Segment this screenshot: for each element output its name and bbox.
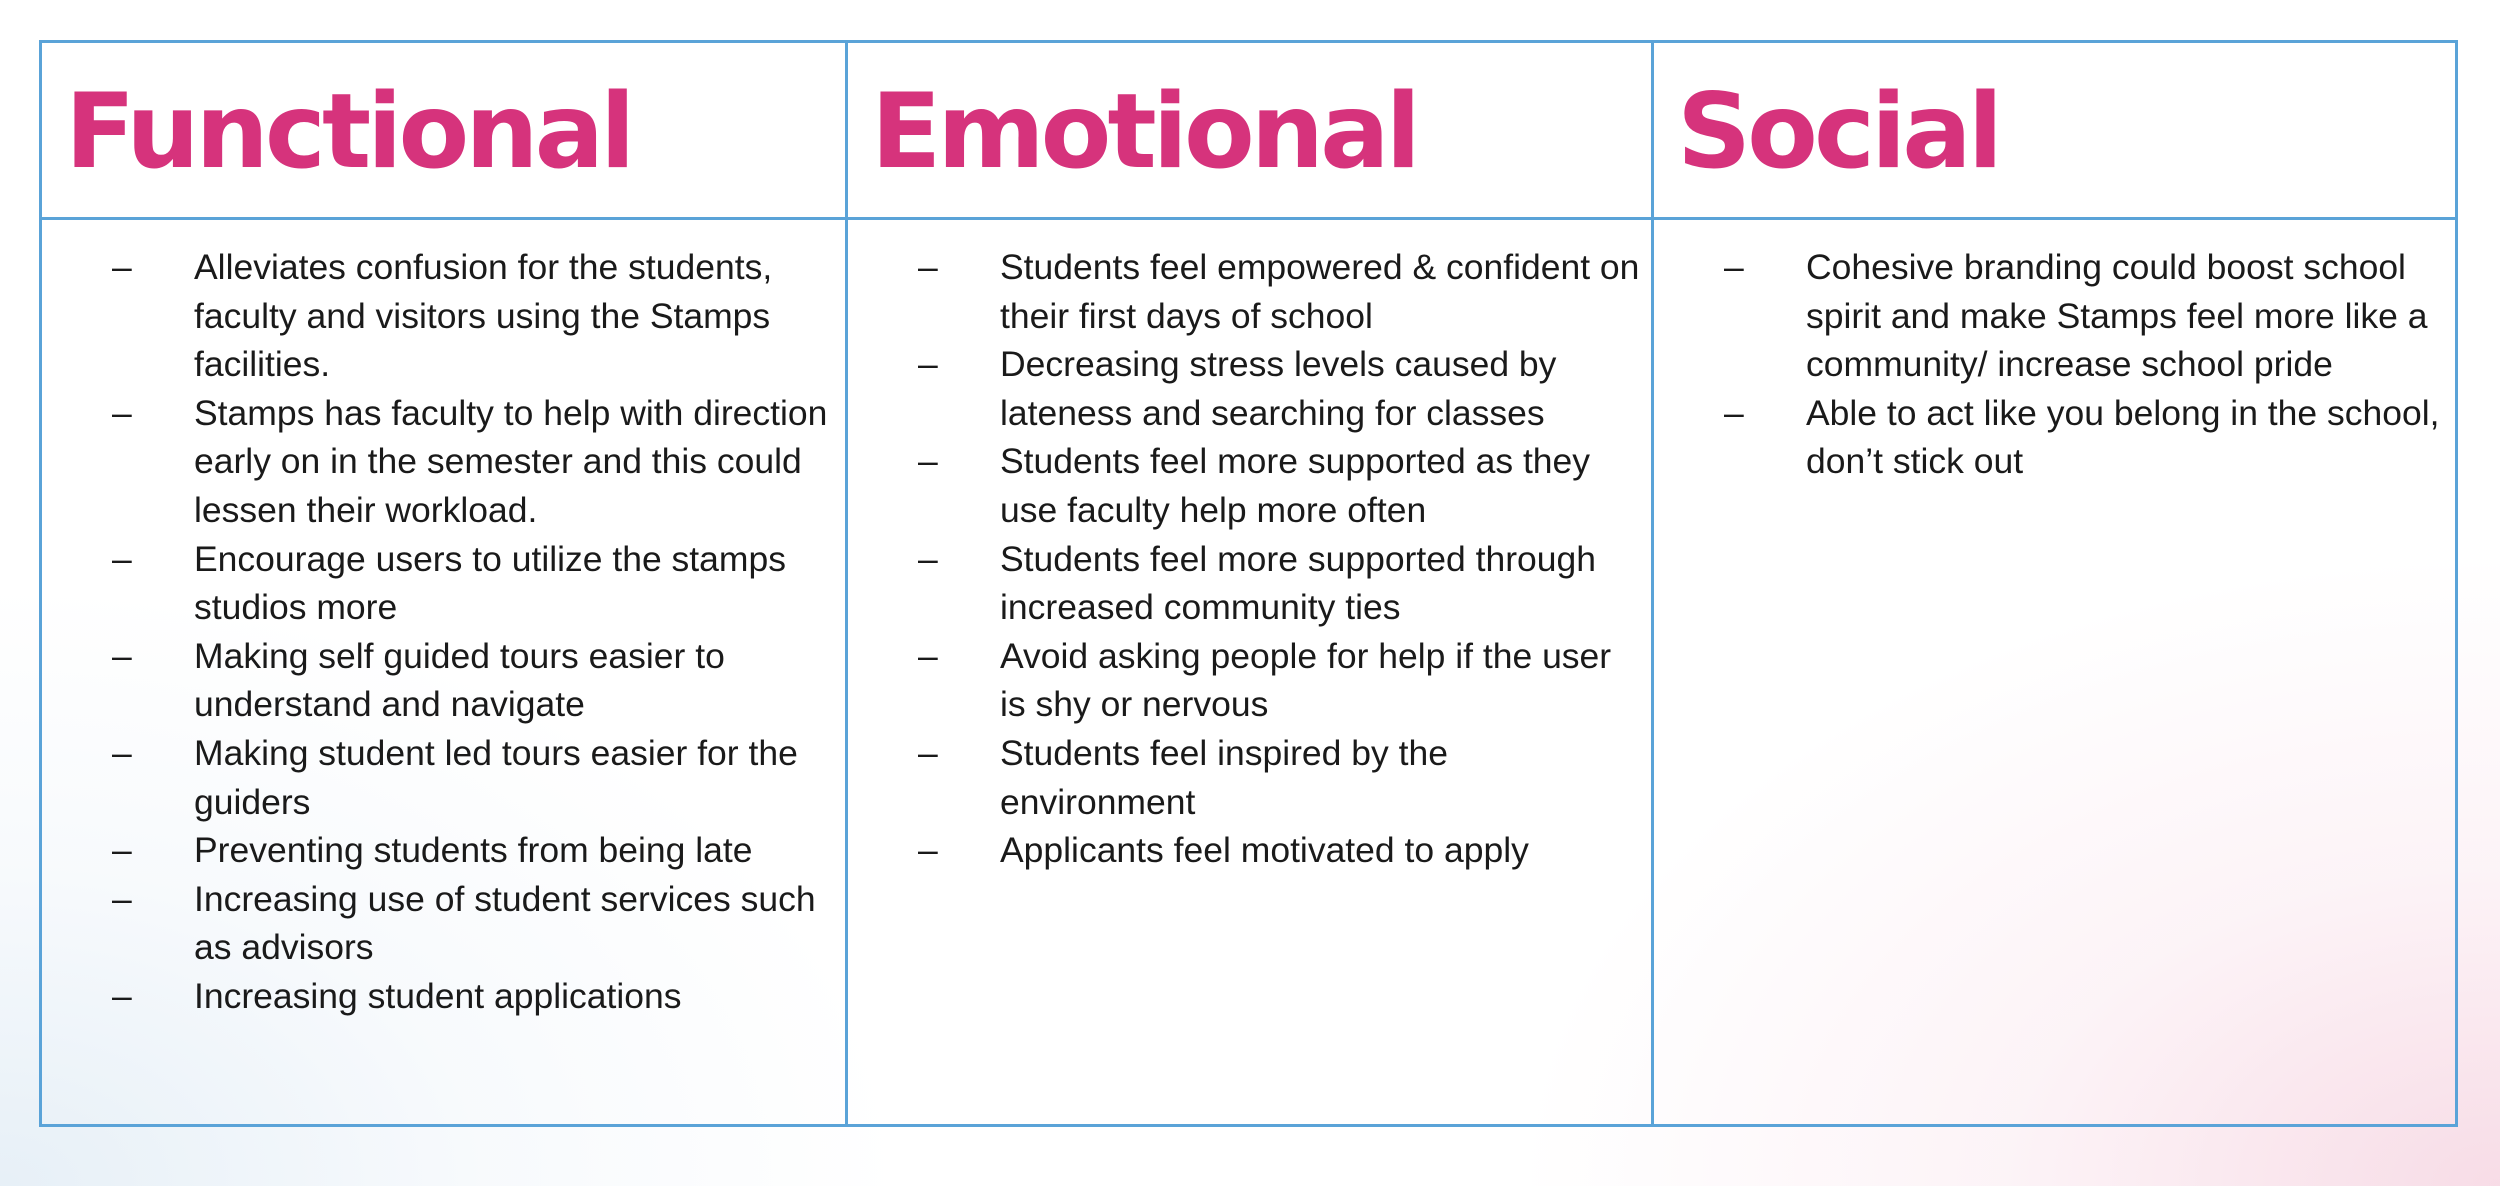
list-item (112, 243, 835, 389)
social-heading: Social (1677, 71, 2000, 192)
dash-bullet (112, 535, 194, 584)
list-item-text: Students feel more supported as they use faculty help more often (1000, 441, 1591, 530)
list-item (112, 972, 835, 1021)
dash-bullet (918, 437, 1000, 486)
list-item-text: Preventing students from being late (194, 830, 753, 871)
list-item-text: Applicants feel motivated to apply (1000, 830, 1529, 871)
list-item (918, 340, 1641, 437)
dash-bullet (1724, 243, 1806, 292)
list-item-text: Students feel inspired by the environment (1000, 732, 1448, 822)
list-item (1724, 243, 2445, 389)
dash-bullet (918, 826, 1000, 875)
social-header-cell (1654, 43, 2455, 220)
list-item (918, 729, 1641, 826)
dash-bullet (112, 632, 194, 681)
list-item-text: Decreasing stress levels caused by lateness and searching for classes (1000, 344, 1557, 433)
dash-bullet (918, 729, 1000, 778)
list-item (112, 632, 835, 729)
dash-bullet (918, 632, 1000, 681)
social-list (1724, 243, 2445, 486)
list-item (112, 826, 835, 875)
list-item-text: Able to act like you belong in the school, don’t stick out (1806, 392, 2440, 482)
list-item-text: Avoid asking people for help if the user is shy or nervous (1000, 635, 1612, 725)
dash-bullet (112, 729, 194, 778)
list-item (918, 437, 1641, 534)
emotional-body-cell (848, 220, 1654, 1124)
list-item (112, 875, 835, 972)
list-item-text: Making self guided tours easier to understand and navigate (194, 635, 725, 725)
value-table (39, 40, 2458, 1127)
list-item (112, 535, 835, 632)
functional-list (112, 243, 835, 1021)
list-item (1724, 389, 2445, 486)
dash-bullet (918, 535, 1000, 584)
social-body-cell (1654, 220, 2455, 1124)
emotional-list (918, 243, 1641, 875)
dash-bullet (1724, 389, 1806, 438)
list-item (918, 243, 1641, 340)
list-item-text: Increasing student applications (194, 975, 682, 1016)
dash-bullet (918, 243, 1000, 292)
dash-bullet (918, 340, 1000, 389)
list-item-text: Cohesive branding could boost school spirit and make Stamps feel more like a community/ increase school pride (1806, 247, 2428, 385)
dash-bullet (112, 972, 194, 1021)
list-item (918, 535, 1641, 632)
list-item-text: Alleviates confusion for the students, faculty and visitors using the Stamps facilities. (194, 247, 773, 385)
list-item-text: Increasing use of student services such as advisors (194, 878, 816, 968)
functional-heading: Functional (65, 71, 632, 192)
list-item-text: Students feel empowered & confident on their first days of school (1000, 247, 1640, 336)
dash-bullet (112, 826, 194, 875)
list-item-text: Making student led tours easier for the guiders (194, 732, 798, 822)
list-item-text: Stamps has faculty to help with direction early on in the semester and this could lessen their workload. (194, 392, 828, 530)
emotional-header-cell (848, 43, 1654, 220)
list-item-text: Encourage users to utilize the stamps studios more (194, 538, 786, 628)
list-item (918, 826, 1641, 875)
dash-bullet (112, 875, 194, 924)
list-item (112, 729, 835, 826)
list-item (112, 389, 835, 535)
list-item-text: Students feel more supported through increased community ties (1000, 538, 1596, 628)
dash-bullet (112, 243, 194, 292)
functional-header-cell (42, 43, 848, 220)
emotional-heading: Emotional (871, 71, 1417, 192)
list-item (918, 632, 1641, 729)
functional-body-cell (42, 220, 848, 1124)
dash-bullet (112, 389, 194, 438)
